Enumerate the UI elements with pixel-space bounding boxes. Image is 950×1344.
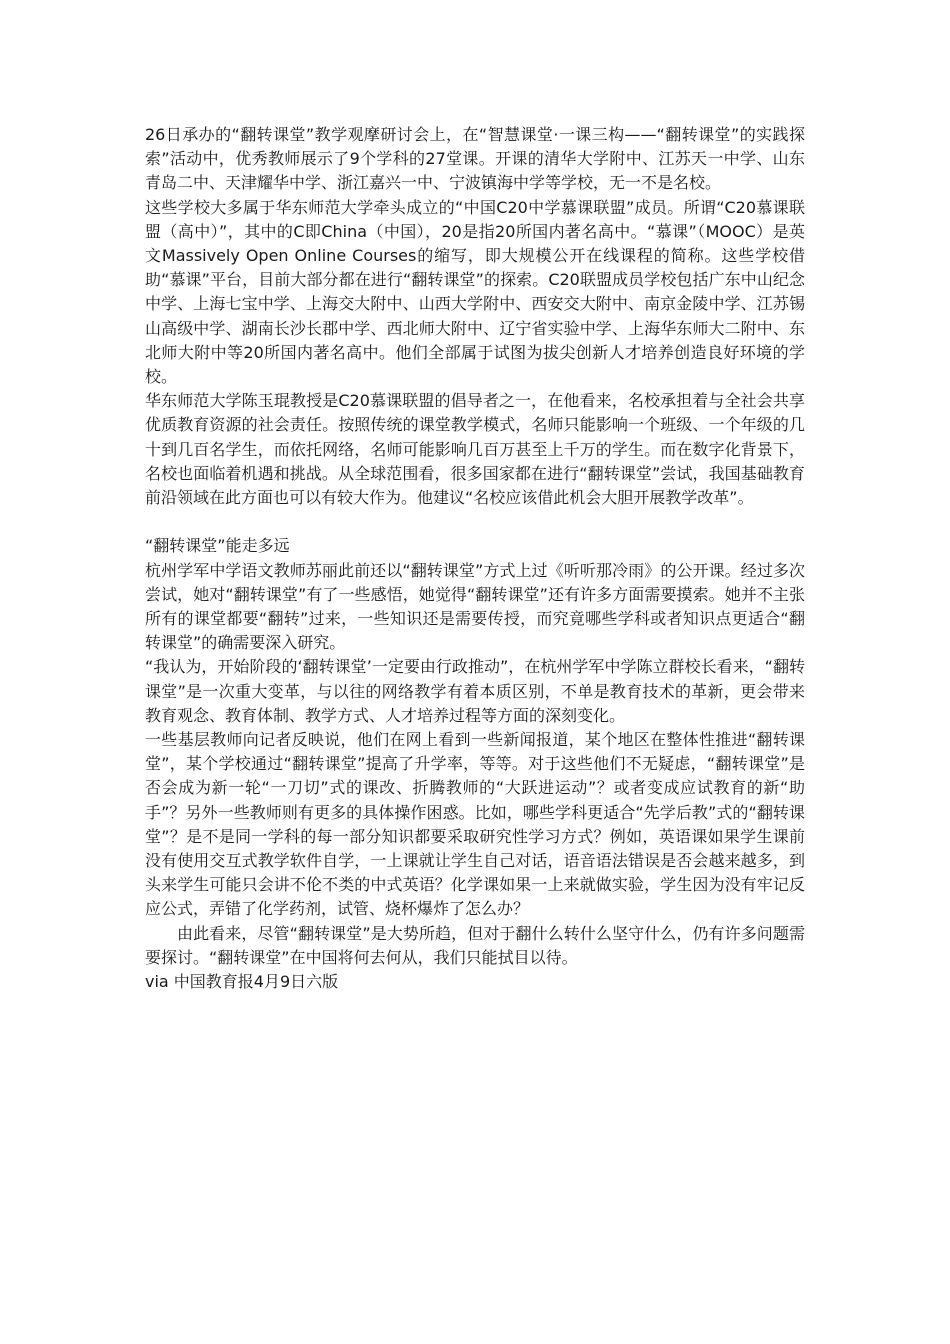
paragraph-2: 这些学校大多属于华东师范大学牵头成立的“中国C20中学慕课联盟”成员。所谓“C20慕课联盟（高中）”，其中的C即China（中国），20是指20所国内著名高中。“慕课”（MOOC）是英文Massively Open Online Courses的缩写，即大规模公开在线课程的简称。这些学校借助“慕课”平台，目前大部分都在进行“翻转课堂”的探索。C20联盟成员学校包括广东中山纪念中学、上海七宝中学、上海交大附中、山西大学附中、西安交大附中、南京金陵中学、江苏锡山高级中学、湖南长沙长郡中学、西北师大附中、辽宁省实验中学、上海华东师大二附中、东北师大附中等20所国内著名高中。他们全部属于试图为拔尖创新人才培养创造良好环境的学校。 xyxy=(145,197,805,387)
source-line: via 中国教育报4月9日六版 xyxy=(145,972,339,992)
section-heading: “翻转课堂”能走多远 xyxy=(145,536,290,556)
blank-line xyxy=(145,510,805,534)
paragraph-3: 华东师范大学陈玉琨教授是C20慕课联盟的倡导者之一，在他看来，名校承担着与全社会共享优质教育资源的社会责任。按照传统的课堂教学模式，名师只能影响一个班级、一个年级的几十到几百名学生，而依托网络，名师可能影响几百万甚至上千万的学生。而在数字化背景下，名校也面临着机遇和挑战。从全球范围看，很多国家都在进行“翻转课堂”尝试，我国基础教育前沿领域在此方面也可以有较大作为。他建议“名校应该借此机会大胆开展教学改革”。 xyxy=(145,391,805,508)
paragraph-6: 一些基层教师向记者反映说，他们在网上看到一些新闻报道，某个地区在整体性推进“翻转课堂”，某个学校通过“翻转课堂”提高了升学率，等等。对于这些他们不无疑虑，“翻转课堂”是否会成为新一轮“一刀切”式的课改、折腾教师的“大跃进运动”？或者变成应试教育的新“助手”？另外一些教师则有更多的具体操作困惑。比如，哪些学科更适合“先学后教”式的“翻转课堂”？是不是同一学科的每一部分知识都要采取研究性学习方式？例如，英语课如果学生课前没有使用交互式教学软件自学，一上课就让学生自己对话，语音语法错误是否会越来越多，到头来学生可能只会讲不伦不类的中式英语？化学课如果一上来就做实验，学生因为没有牢记反应公式，弄错了化学药剂，试管、烧杯爆炸了怎么办？ xyxy=(145,730,805,919)
paragraph-1: 26日承办的“翻转课堂”教学观摩研讨会上，在“智慧课堂·一课三构——“翻转课堂”的实践探索”活动中，优秀教师展示了9个学科的27堂课。开课的清华大学附中、江苏天一中学、山东青岛二中、天津耀华中学、浙江嘉兴一中、宁波镇海中学等学校，无一不是名校。 xyxy=(145,125,805,193)
article-body xyxy=(145,123,805,994)
paragraph-4: 杭州学军中学语文教师苏丽此前还以“翻转课堂”方式上过《听听那冷雨》的公开课。经过多次尝试，她对“翻转课堂”有了一些感悟，她觉得“翻转课堂”还有许多方面需要摸索。她并不主张所有的课堂都要“翻转”过来，一些知识还是需要传授，而究竟哪些学科或者知识点更适合“翻转课堂”的确需要深入研究。 xyxy=(145,560,805,653)
paragraph-7: 由此看来，尽管“翻转课堂”是大势所趋，但对于翻什么转什么坚守什么，仍有许多问题需要探讨。“翻转课堂”在中国将何去何从，我们只能拭目以待。 xyxy=(145,923,805,967)
paragraph-5: “我认为，开始阶段的‘翻转课堂’一定要由行政推动”，在杭州学军中学陈立群校长看来，“翻转课堂”是一次重大变革，与以往的网络教学有着本质区别，不单是教育技术的革新，更会带来教育观念、教育体制、教学方式、人才培养过程等方面的深刻变化。 xyxy=(145,657,805,725)
